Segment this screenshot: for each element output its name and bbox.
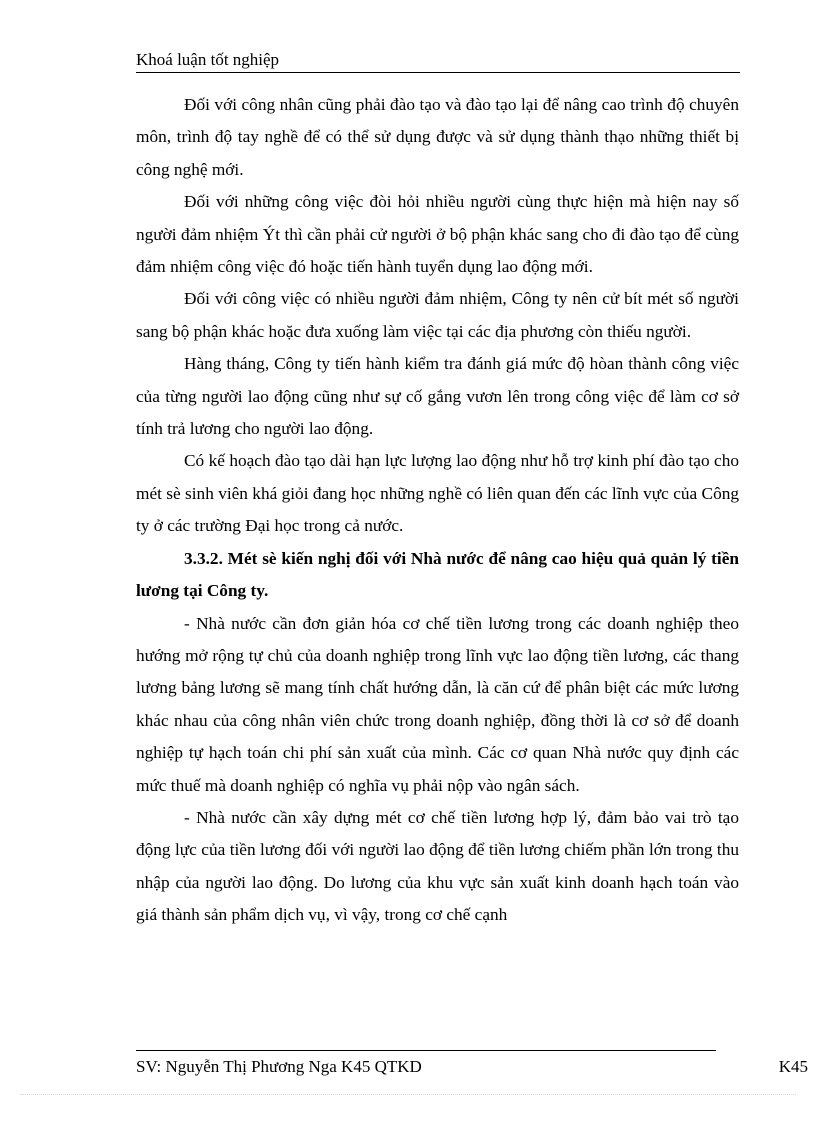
footer-author: SV: Nguyễn Thị Phương Nga K45 QTKD xyxy=(136,1057,422,1076)
paragraph-simplify-mechanism: - Nhà nước cần đơn giản hóa cơ chế tiền lương trong các doanh nghiệp theo hướng mở rộng tự chủ của doanh nghiệp trong lĩnh vực lao động tiền lương, các thang lương bảng lương sẽ mang tính chất hướng dẫn, là căn cứ để phân biệt các mức lương khác nhau của công nhân viên chức trong doanh nghiệp, đồng thời là cơ sở để doanh nghiệp tự hạch toán chi phí sản xuất của mình. Các cơ quan Nhà nước quy định các mức thuế mà doanh nghiệp có nghĩa vụ phải nộp vào ngân sách. xyxy=(136,613,739,795)
paragraph-long-term-training: Có kế hoạch đào tạo dài hạn lực lượng lao động như hỗ trợ kinh phí đào tạo cho mét sè sinh viên khá giỏi đang học những nghề có liên quan đến các lĩnh vực của Công ty ở các trường Đại học trong cả nước. xyxy=(136,451,739,536)
footer-page-label: K45 xyxy=(778,1057,808,1076)
section-heading: 3.3.2. Mét sè kiến nghị đối với Nhà nước để nâng cao hiệu quả quản lý tiền lương tại Công ty. xyxy=(136,548,739,601)
paragraph-shared-work: Đối với những công việc đòi hỏi nhiều người cùng thực hiện mà hiện nay số người đảm nhiệm Ýt thì cần phải cử người ở bộ phận khác sang cho đi đào tạo để cùng đảm nhiệm công việc đó hoặc tiến hành tuyển dụng lao động mới. xyxy=(136,192,739,277)
paragraph-reasonable-mechanism: - Nhà nước cần xây dựng mét cơ chế tiền lương hợp lý, đảm bảo vai trò tạo động lực của tiền lương đối với người lao động để tiền lương chiếm phần lớn trong thu nhập của người lao động. Do lương của khu vực sản xuất kinh doanh hạch toán vào giá thành sản phẩm dịch vụ, vì vậy, trong cơ chế cạnh xyxy=(136,807,739,925)
paragraph-worker-training: Đối với công nhân cũng phải đào tạo và đào tạo lại để nâng cao trình độ chuyên môn, trình độ tay nghề để có thể sử dụng được và sử dụng thành thạo những thiết bị công nghệ mới. xyxy=(136,95,739,179)
document-body xyxy=(136,89,739,932)
page-header: Khoá luận tốt nghiệp xyxy=(136,50,740,73)
paragraph-monthly-evaluation: Hàng tháng, Công ty tiến hành kiểm tra đánh giá mức độ hòan thành công việc của từng người lao động cũng như sự cố gắng vươn lên trong công việc để làm cơ sở tính trả lương cho người lao động. xyxy=(136,354,739,439)
paragraph-staff-reallocation: Đối với công việc có nhiều người đảm nhiệm, Công ty nên cử bít mét số người sang bộ phận khác hoặc đưa xuống làm việc tại các địa phương còn thiếu người. xyxy=(136,289,739,341)
footer-divider xyxy=(136,1050,716,1051)
page-bottom-edge xyxy=(20,1094,796,1095)
